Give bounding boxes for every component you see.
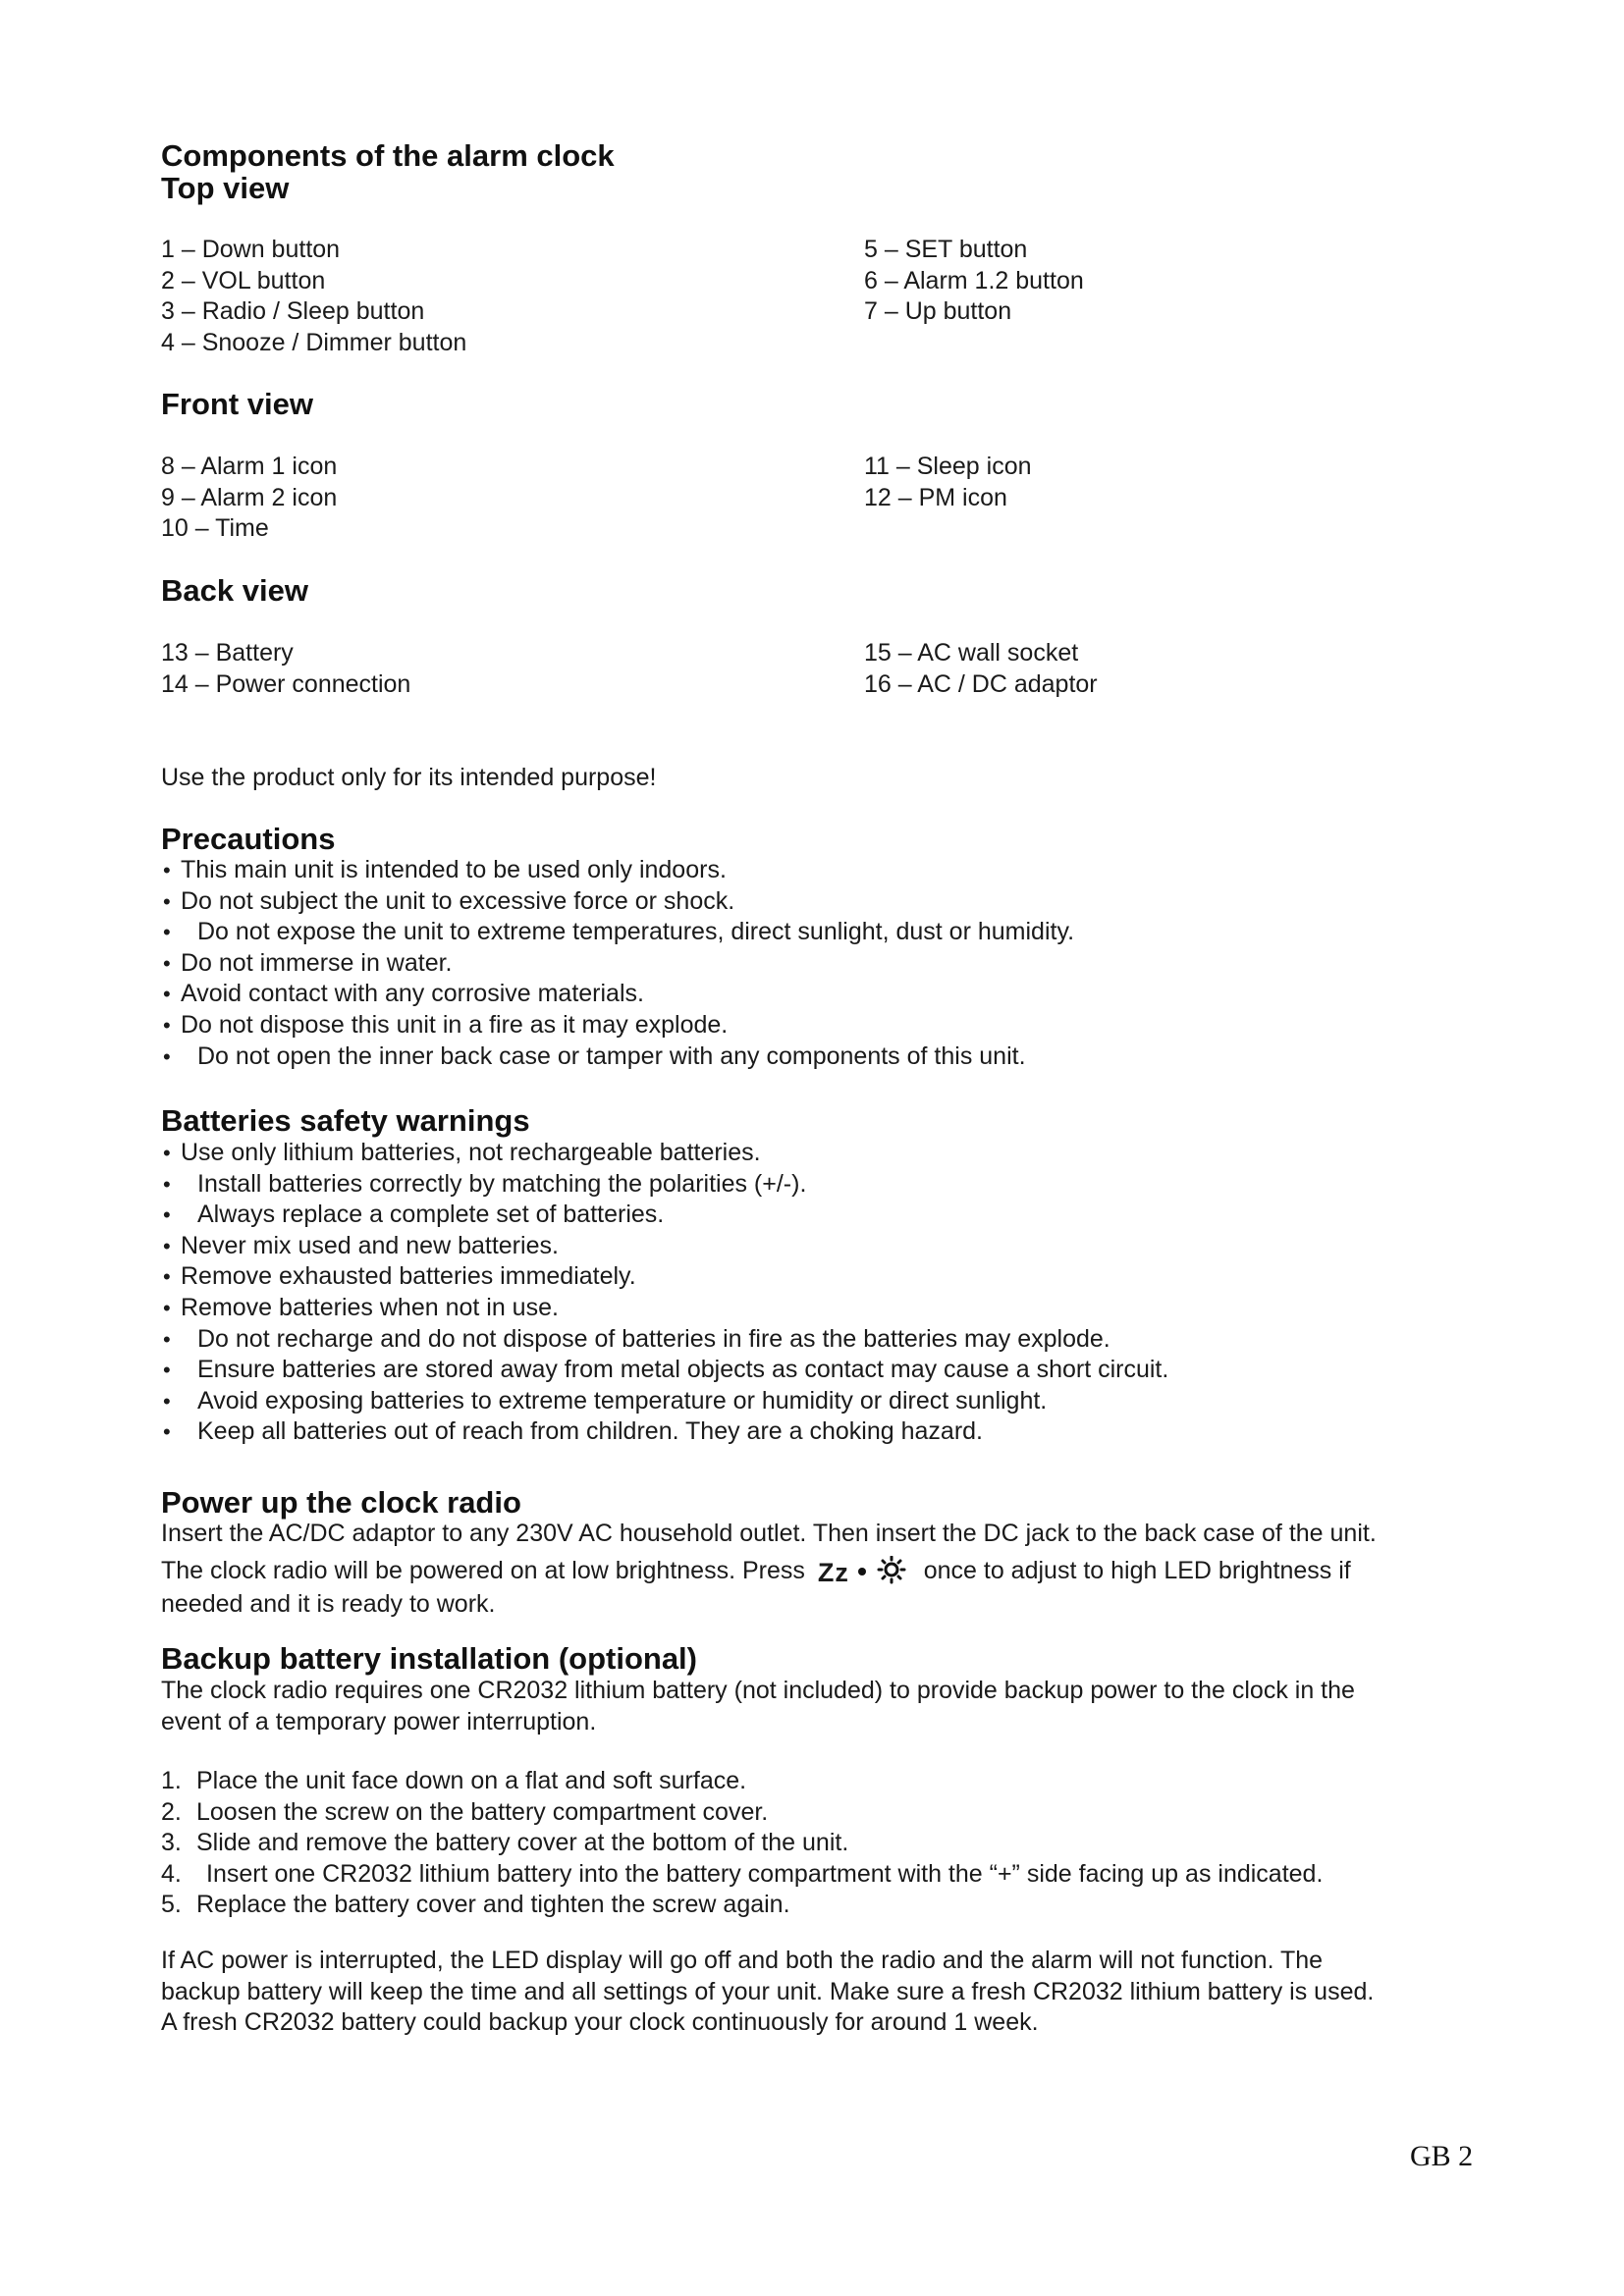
list-item: 3 – Radio / Sleep button [161, 297, 425, 326]
list-item: 15 – AC wall socket [864, 639, 1079, 667]
step-text: Slide and remove the battery cover at the bottom of the unit. [196, 1829, 849, 1857]
backup-note-line: A fresh CR2032 battery could backup your clock continuously for around 1 week. [161, 2008, 1039, 2037]
list-item: 12 – PM icon [864, 483, 1007, 511]
step-text: Insert one CR2032 lithium battery into the battery compartment with the “+” side facing up as indicated. [206, 1859, 1324, 1888]
back-view-list-left [161, 638, 410, 700]
step-number: 5. [161, 1891, 182, 1919]
backup-intro-line: event of a temporary power interruption. [161, 1707, 597, 1735]
list-item: 8 – Alarm 1 icon [161, 453, 338, 480]
list-item: • Do not subject the unit to excessive force or shock. [161, 886, 1074, 918]
list-item: • Do not immerse in water. [161, 948, 1074, 980]
list-item: 5 – SET button [864, 236, 1028, 263]
snooze-icon-label: Zz [817, 1557, 849, 1587]
backup-intro [161, 1676, 1477, 1737]
batteries-list [161, 1138, 1168, 1448]
list-item: 6 – Alarm 1.2 button [864, 266, 1084, 294]
list-item [161, 1859, 1323, 1891]
list-item [161, 1766, 1323, 1797]
step-text: Replace the battery cover and tighten the screw again. [196, 1891, 790, 1919]
list-item: 9 – Alarm 2 icon [161, 483, 338, 511]
backup-note-line: backup battery will keep the time and all settings of your unit. Make sure a fresh CR2032 lithium battery is used. [161, 1977, 1375, 2005]
step-text: Loosen the screw on the battery compartment cover. [196, 1797, 769, 1826]
list-item: 7 – Up button [864, 297, 1012, 326]
step-text: Place the unit face down on a flat and soft surface. [196, 1767, 747, 1794]
list-item: • Install batteries correctly by matching the polarities (+/-). [161, 1169, 1168, 1201]
backup-steps [161, 1766, 1323, 1921]
backup-note-line: If AC power is interrupted, the LED display will go off and both the radio and the alarm will not function. The [161, 1947, 1324, 1974]
batteries-heading: Batteries safety warnings [161, 1103, 530, 1138]
list-item: • Avoid exposing batteries to extreme temperature or humidity or direct sunlight. [161, 1386, 1168, 1417]
list-item: • Do not expose the unit to extreme temperatures, direct sunlight, dust or humidity. [161, 917, 1074, 948]
top-view-list-right [864, 235, 1084, 328]
top-view-heading: Top view [161, 171, 290, 205]
front-view-list-left [161, 452, 337, 545]
backup-intro-line: The clock radio requires one CR2032 lithium battery (not included) to provide backup power to the clock in the [161, 1677, 1355, 1704]
list-item: 11 – Sleep icon [864, 453, 1032, 480]
list-item: • Remove exhausted batteries immediately. [161, 1261, 1168, 1293]
precautions-list [161, 855, 1074, 1072]
step-number: 3. [161, 1829, 182, 1857]
list-item: 14 – Power connection [161, 669, 411, 698]
list-item: • Use only lithium batteries, not rechargeable batteries. [161, 1138, 1168, 1169]
list-item: • Do not open the inner back case or tamper with any components of this unit. [161, 1041, 1074, 1073]
back-view-heading: Back view [161, 573, 308, 608]
list-item: 2 – VOL button [161, 266, 326, 294]
list-item: • Do not recharge and do not dispose of batteries in fire as the batteries may explode. [161, 1324, 1168, 1356]
step-number: 4. [161, 1859, 182, 1888]
list-item: • Avoid contact with any corrosive materials. [161, 979, 1074, 1010]
list-item: 4 – Snooze / Dimmer button [161, 328, 467, 356]
power-up-line-start: The clock radio will be powered on at low brightness. Press [161, 1556, 805, 1584]
power-up-line [161, 1556, 1477, 1590]
list-item: • Never mix used and new batteries. [161, 1231, 1168, 1262]
dot-sun-icon [856, 1556, 911, 1585]
backup-note [161, 1946, 1477, 2039]
list-item: • This main unit is intended to be used only indoors. [161, 855, 1074, 886]
list-item: • Always replace a complete set of batteries. [161, 1200, 1168, 1231]
power-up-line: needed and it is ready to work. [161, 1590, 496, 1619]
power-up-heading: Power up the clock radio [161, 1485, 521, 1520]
step-number: 2. [161, 1797, 182, 1826]
list-item [161, 1797, 1323, 1829]
page-number: GB 2 [1410, 2140, 1474, 2172]
components-title: Components of the alarm clock [161, 138, 615, 173]
power-up-line: Insert the AC/DC adaptor to any 230V AC household outlet. Then insert the DC jack to the back case of the unit. [161, 1520, 1377, 1547]
front-view-list-right [864, 452, 1032, 513]
snooze-dimmer-icon [818, 1556, 911, 1590]
power-up-line-end: once to adjust to high LED brightness if [923, 1556, 1351, 1584]
list-item: • Keep all batteries out of reach from children. They are a choking hazard. [161, 1416, 1168, 1448]
list-item: • Ensure batteries are stored away from metal objects as contact may cause a short circuit. [161, 1355, 1168, 1386]
list-item: • Do not dispose this unit in a fire as it may explode. [161, 1010, 1074, 1041]
list-item: 13 – Battery [161, 639, 294, 667]
list-item [161, 1828, 1323, 1859]
precautions-heading: Precautions [161, 822, 336, 856]
back-view-list-right [864, 638, 1098, 700]
step-number: 1. [161, 1767, 182, 1794]
list-item: 1 – Down button [161, 236, 341, 263]
top-view-list-left [161, 235, 466, 358]
list-item: • Remove batteries when not in use. [161, 1293, 1168, 1324]
front-view-heading: Front view [161, 387, 314, 421]
list-item [161, 1890, 1323, 1921]
power-up-text [161, 1519, 1477, 1621]
list-item: 16 – AC / DC adaptor [864, 669, 1098, 698]
backup-heading: Backup battery installation (optional) [161, 1641, 697, 1676]
list-item: 10 – Time [161, 514, 269, 543]
intended-use-note: Use the product only for its intended purpose! [161, 764, 657, 791]
